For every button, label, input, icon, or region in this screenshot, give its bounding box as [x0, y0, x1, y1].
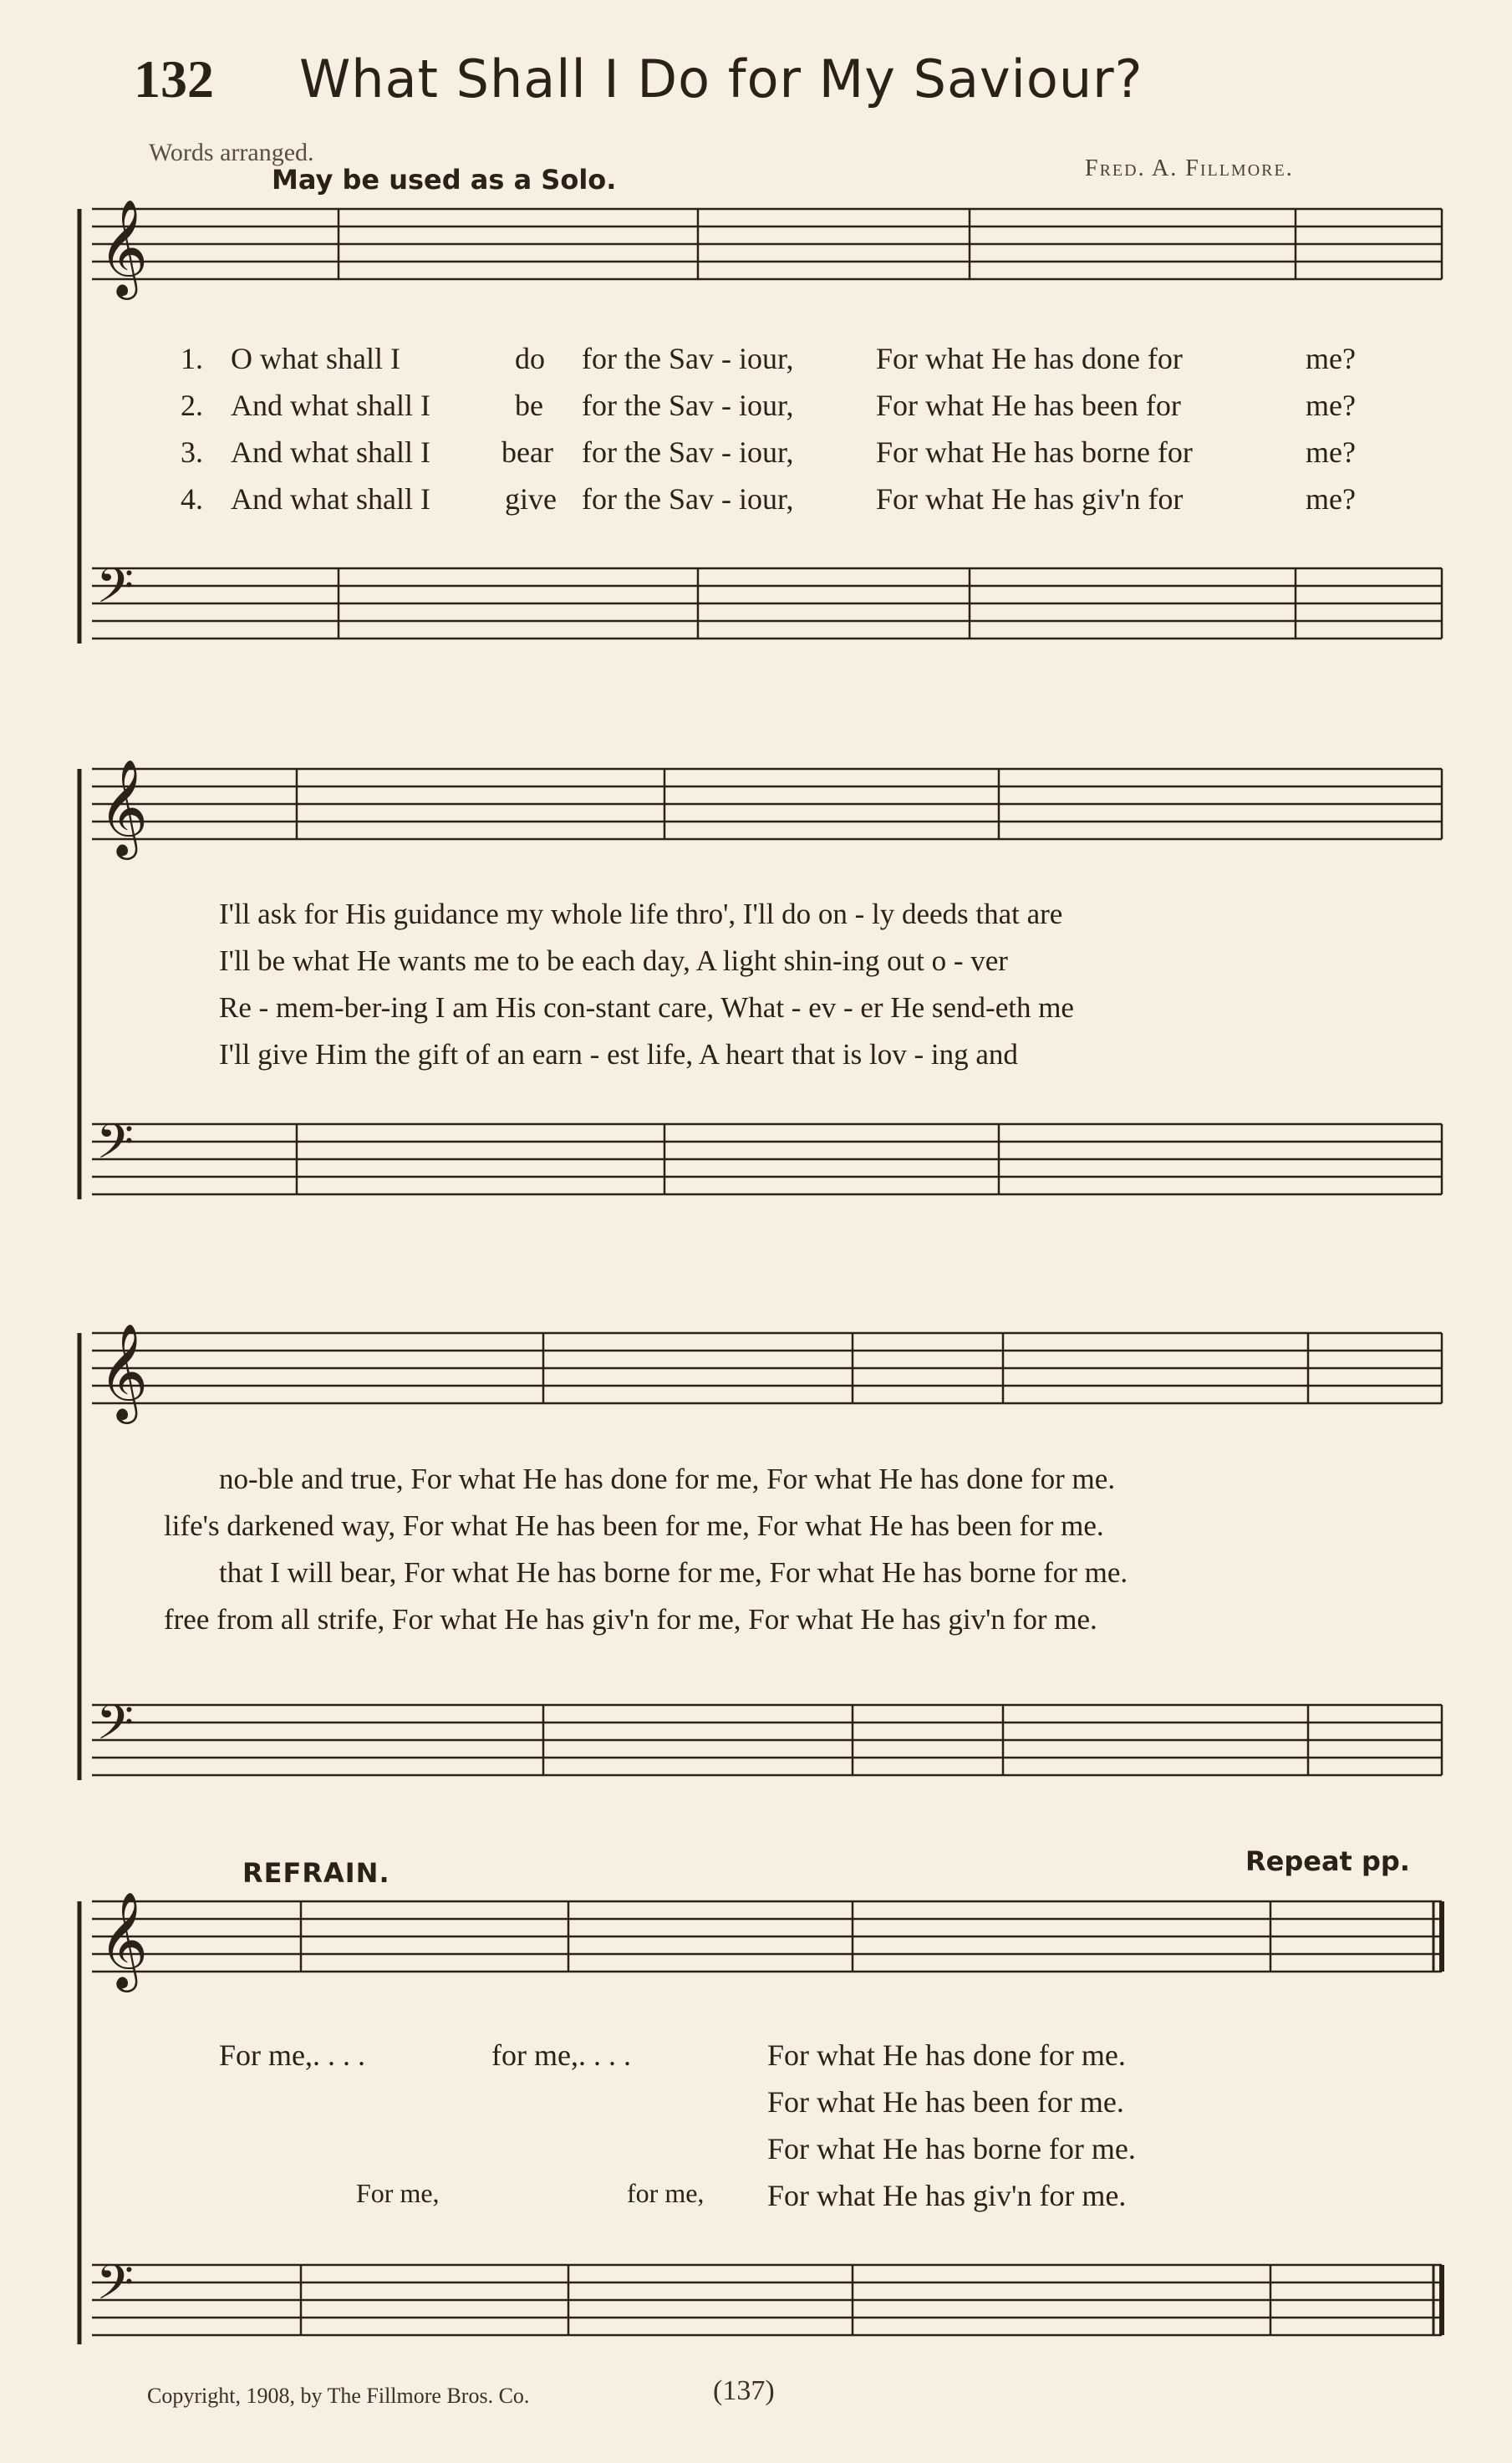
verse-2-a: And what shall I	[231, 389, 430, 422]
refrain-line-3: For what He has borne for me.	[767, 2132, 1136, 2165]
svg-text:𝄞: 𝄞	[99, 758, 149, 856]
svg-text:𝄞: 𝄞	[99, 1322, 149, 1420]
verse-3-c: for the Sav - iour,	[582, 435, 794, 469]
verse-2-num: 2.	[181, 389, 203, 422]
verse-3-a: And what shall I	[231, 435, 430, 469]
refrain-for-me-1: For me,. . . .	[219, 2038, 365, 2072]
hymn-number: 132	[134, 49, 214, 109]
verse-3-e: me?	[1306, 435, 1356, 469]
performance-note: May be used as a Solo.	[272, 164, 617, 196]
svg-text:𝄞: 𝄞	[99, 1891, 149, 1988]
words-credit: Words arranged.	[149, 139, 314, 166]
verse-4-e: me?	[1306, 482, 1356, 516]
verse-2-d: For what He has been for	[876, 389, 1181, 422]
verse-4-c: for the Sav - iour,	[582, 482, 794, 516]
verse-1-num: 1.	[181, 342, 203, 375]
treble-staff-refrain	[0, 1893, 1512, 1993]
s2-line-3: Re - mem-ber-ing I am His con-stant care, What - ev - er He send-eth me	[219, 991, 1074, 1024]
repeat-note: Repeat pp.	[1245, 1845, 1410, 1877]
verse-1-e: me?	[1306, 342, 1356, 375]
hymn-title: What Shall I Do for My Saviour?	[299, 48, 1143, 109]
verse-4-a: And what shall I	[231, 482, 430, 516]
s3-line-1: no-ble and true, For what He has done for me, For what He has done for me.	[219, 1463, 1116, 1495]
svg-text:𝄢: 𝄢	[96, 557, 135, 626]
verse-2-e: me?	[1306, 389, 1356, 422]
verse-1-b: do	[515, 342, 545, 375]
verse-1-c: for the Sav - iour,	[582, 342, 794, 375]
copyright-notice: Copyright, 1908, by The Fillmore Bros. Co.	[147, 2384, 530, 2408]
s2-line-2: I'll be what He wants me to be each day, A light shin-ing out o - ver	[219, 944, 1008, 977]
s2-line-1: I'll ask for His guidance my whole life thro', I'll do on - ly deeds that are	[219, 898, 1063, 930]
bass-staff-2	[0, 1113, 1512, 1216]
s3-line-2: life's darkened way, For what He has been for me, For what He has been for me.	[164, 1509, 1104, 1542]
verse-4-d: For what He has giv'n for	[876, 482, 1184, 516]
bass-staff-refrain	[0, 2254, 1512, 2357]
refrain-label: REFRAIN.	[242, 1857, 390, 1889]
verse-4-b: give	[505, 482, 557, 516]
verse-3-d: For what He has borne for	[876, 435, 1193, 469]
bass-staff-1	[0, 557, 1512, 660]
bass-staff-3	[0, 1694, 1512, 1797]
refrain-alt-for-me-2: for me,	[627, 2178, 705, 2208]
treble-staff-1	[0, 198, 1512, 301]
verse-3-b: bear	[501, 435, 553, 469]
s3-line-4: free from all strife, For what He has giv'n for me, For what He has giv'n for me.	[164, 1603, 1097, 1636]
svg-text:𝄢: 𝄢	[96, 1113, 135, 1182]
refrain-alt-for-me-1: For me,	[356, 2178, 440, 2208]
verse-2-c: for the Sav - iour,	[582, 389, 794, 422]
composer-credit: Fred. A. Fillmore.	[1085, 155, 1294, 181]
svg-text:𝄢: 𝄢	[96, 2254, 135, 2323]
treble-staff-3	[0, 1322, 1512, 1425]
s3-line-3: that I will bear, For what He has borne for me, For what He has borne for me.	[219, 1556, 1128, 1589]
verse-1-d: For what He has done for	[876, 342, 1183, 375]
treble-staff-2	[0, 758, 1512, 861]
s2-line-4: I'll give Him the gift of an earn - est life, A heart that is lov - ing and	[219, 1038, 1018, 1071]
page-number: (137)	[713, 2375, 775, 2406]
refrain-for-me-2: for me,. . . .	[491, 2038, 631, 2072]
svg-text:𝄢: 𝄢	[96, 1694, 135, 1763]
refrain-line-1: For what He has done for me.	[767, 2038, 1126, 2072]
verse-3-num: 3.	[181, 435, 203, 469]
refrain-line-4: For what He has giv'n for me.	[767, 2179, 1127, 2212]
verse-1-a: O what shall I	[231, 342, 400, 375]
svg-text:𝄞: 𝄞	[99, 198, 149, 296]
verse-2-b: be	[515, 389, 543, 422]
verse-4-num: 4.	[181, 482, 203, 516]
refrain-line-2: For what He has been for me.	[767, 2085, 1124, 2119]
